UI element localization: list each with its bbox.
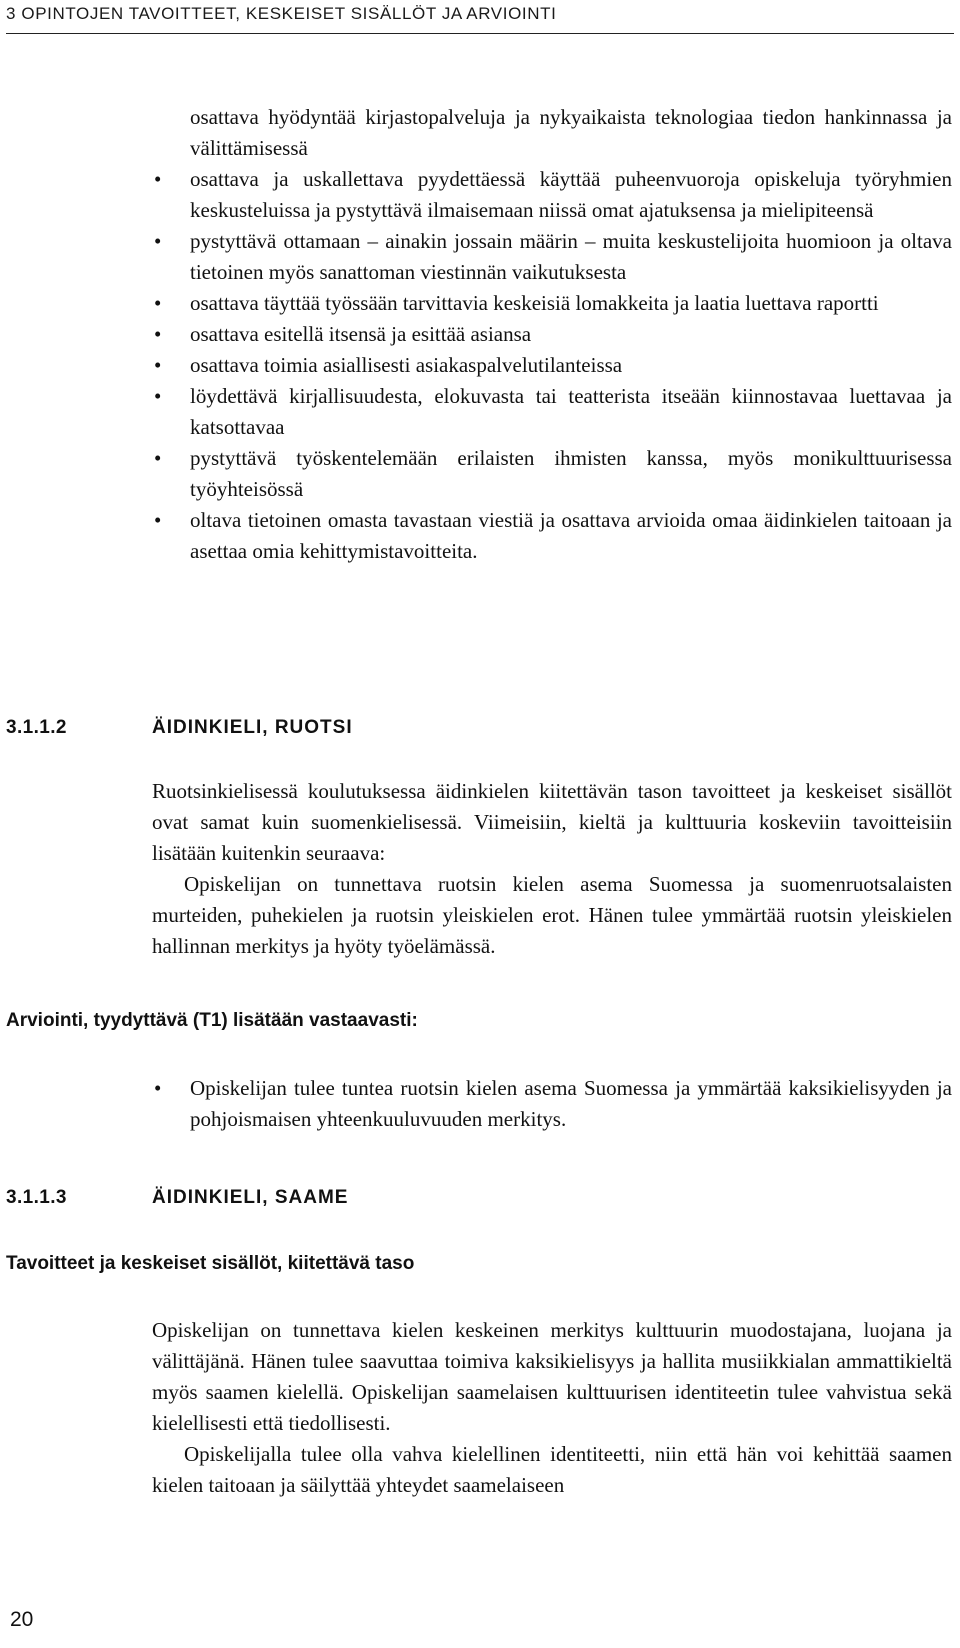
page-number: 20 (10, 1608, 34, 1631)
list-item: • osattava toimia asiallisesti asiakaspalvelutilanteissa (152, 350, 952, 381)
bullet-icon: • (154, 384, 162, 408)
assessment-heading: Arviointi, tyydyttävä (T1) lisätään vastaavasti: (6, 1010, 418, 1031)
paragraph: Ruotsinkielisessä koulutuksessa äidinkielen kiitettävän tason tavoitteet ja keskeiset sisällöt ovat samat kuin suomenkielisessä. Viimeisiin, kieltä ja kulttuuria koskeviin tavoitteisiin lisätään kuitenkin seuraava: (152, 779, 952, 865)
bullet-icon: • (154, 446, 162, 470)
assessment-list (152, 1073, 952, 1135)
section-title-ruotsi: ÄIDINKIELI, RUOTSI (152, 717, 353, 738)
bullet-icon: • (154, 508, 162, 532)
paragraph: Opiskelijan on tunnettava kielen keskeinen merkitys kulttuurin muodostajana, luojana ja välittäjänä. Hänen tulee saavuttaa toimiva kaksikielisyys ja hallita musiikkialan ammattikieltä myös saamen kielellä. Opiskelijan saamelaisen kulttuurisen identiteetin tulee vahvistua sekä kielellisesti että tiedollisesti. (152, 1318, 952, 1435)
running-title: 3 OPINTOJEN TAVOITTEET, KESKEISET SISÄLLÖT JA ARVIOINTI (6, 4, 557, 23)
saame-body (152, 1315, 952, 1501)
bullet-icon: • (154, 322, 162, 346)
bullet-icon: • (154, 1076, 162, 1100)
list-item: • osattava täyttää työssään tarvittavia keskeisiä lomakkeita ja laatia luettava raportti (152, 288, 952, 319)
paragraph: Opiskelijalla tulee olla vahva kielellinen identiteetti, niin että hän voi kehittää saamen kielen taitoaan ja säilyttää yhteydet saamelaiseen (152, 1442, 952, 1497)
saame-subheading: Tavoitteet ja keskeiset sisällöt, kiitettävä taso (6, 1253, 415, 1274)
list-item: • löydettävä kirjallisuudesta, elokuvasta tai teatterista itseään kiinnostavaa luettavaa ja katsottavaa (152, 381, 952, 443)
bullet-icon: • (154, 167, 162, 191)
section-title-saame: ÄIDINKIELI, SAAME (152, 1187, 349, 1208)
objectives-list (152, 102, 952, 567)
bullet-icon: • (154, 229, 162, 253)
list-item: • pystyttävä ottamaan – ainakin jossain määrin – muita keskustelijoita huomioon ja oltava tietoinen myös sanattoman viestinnän vaikutuksesta (152, 226, 952, 288)
list-item: • Opiskelijan tulee tuntea ruotsin kielen asema Suomessa ja ymmärtää kaksikielisyyden ja pohjoismaisen yhteenkuuluvuuden merkitys. (152, 1073, 952, 1135)
running-header (6, 2, 954, 34)
list-item: osattava hyödyntää kirjastopalveluja ja nykyaikaista teknologiaa tiedon hankinnassa ja välittämisessä (190, 105, 952, 160)
list-item: • oltava tietoinen omasta tavastaan viestiä ja osattava arvioida omaa äidinkielen taitoaan ja asettaa omia kehittymistavoitteita. (152, 505, 952, 567)
list-item: • osattava esitellä itsensä ja esittää asiansa (152, 319, 952, 350)
bullet-icon: • (154, 291, 162, 315)
paragraph: Opiskelijan on tunnettava ruotsin kielen asema Suomessa ja suomenruotsalaisten murteiden, puhekielen ja ruotsin yleiskielen erot. Hänen tulee ymmärtää ruotsin yleiskielen hallinnan merkitys ja hyöty työelämässä. (152, 872, 952, 958)
list-item: • pystyttävä työskentelemään erilaisten ihmisten kanssa, myös monikulttuurisessa työyhteisössä (152, 443, 952, 505)
list-item: • osattava ja uskallettava pyydettäessä käyttää puheenvuoroja opiskeluja työryhmien keskusteluissa ja pystyttävä ilmaisemaan niissä omat ajatuksensa ja mielipiteensä (152, 164, 952, 226)
section-number-saame: 3.1.1.3 (6, 1187, 67, 1208)
bullet-icon: • (154, 353, 162, 377)
ruotsi-body (152, 776, 952, 962)
section-number-ruotsi: 3.1.1.2 (6, 717, 67, 738)
